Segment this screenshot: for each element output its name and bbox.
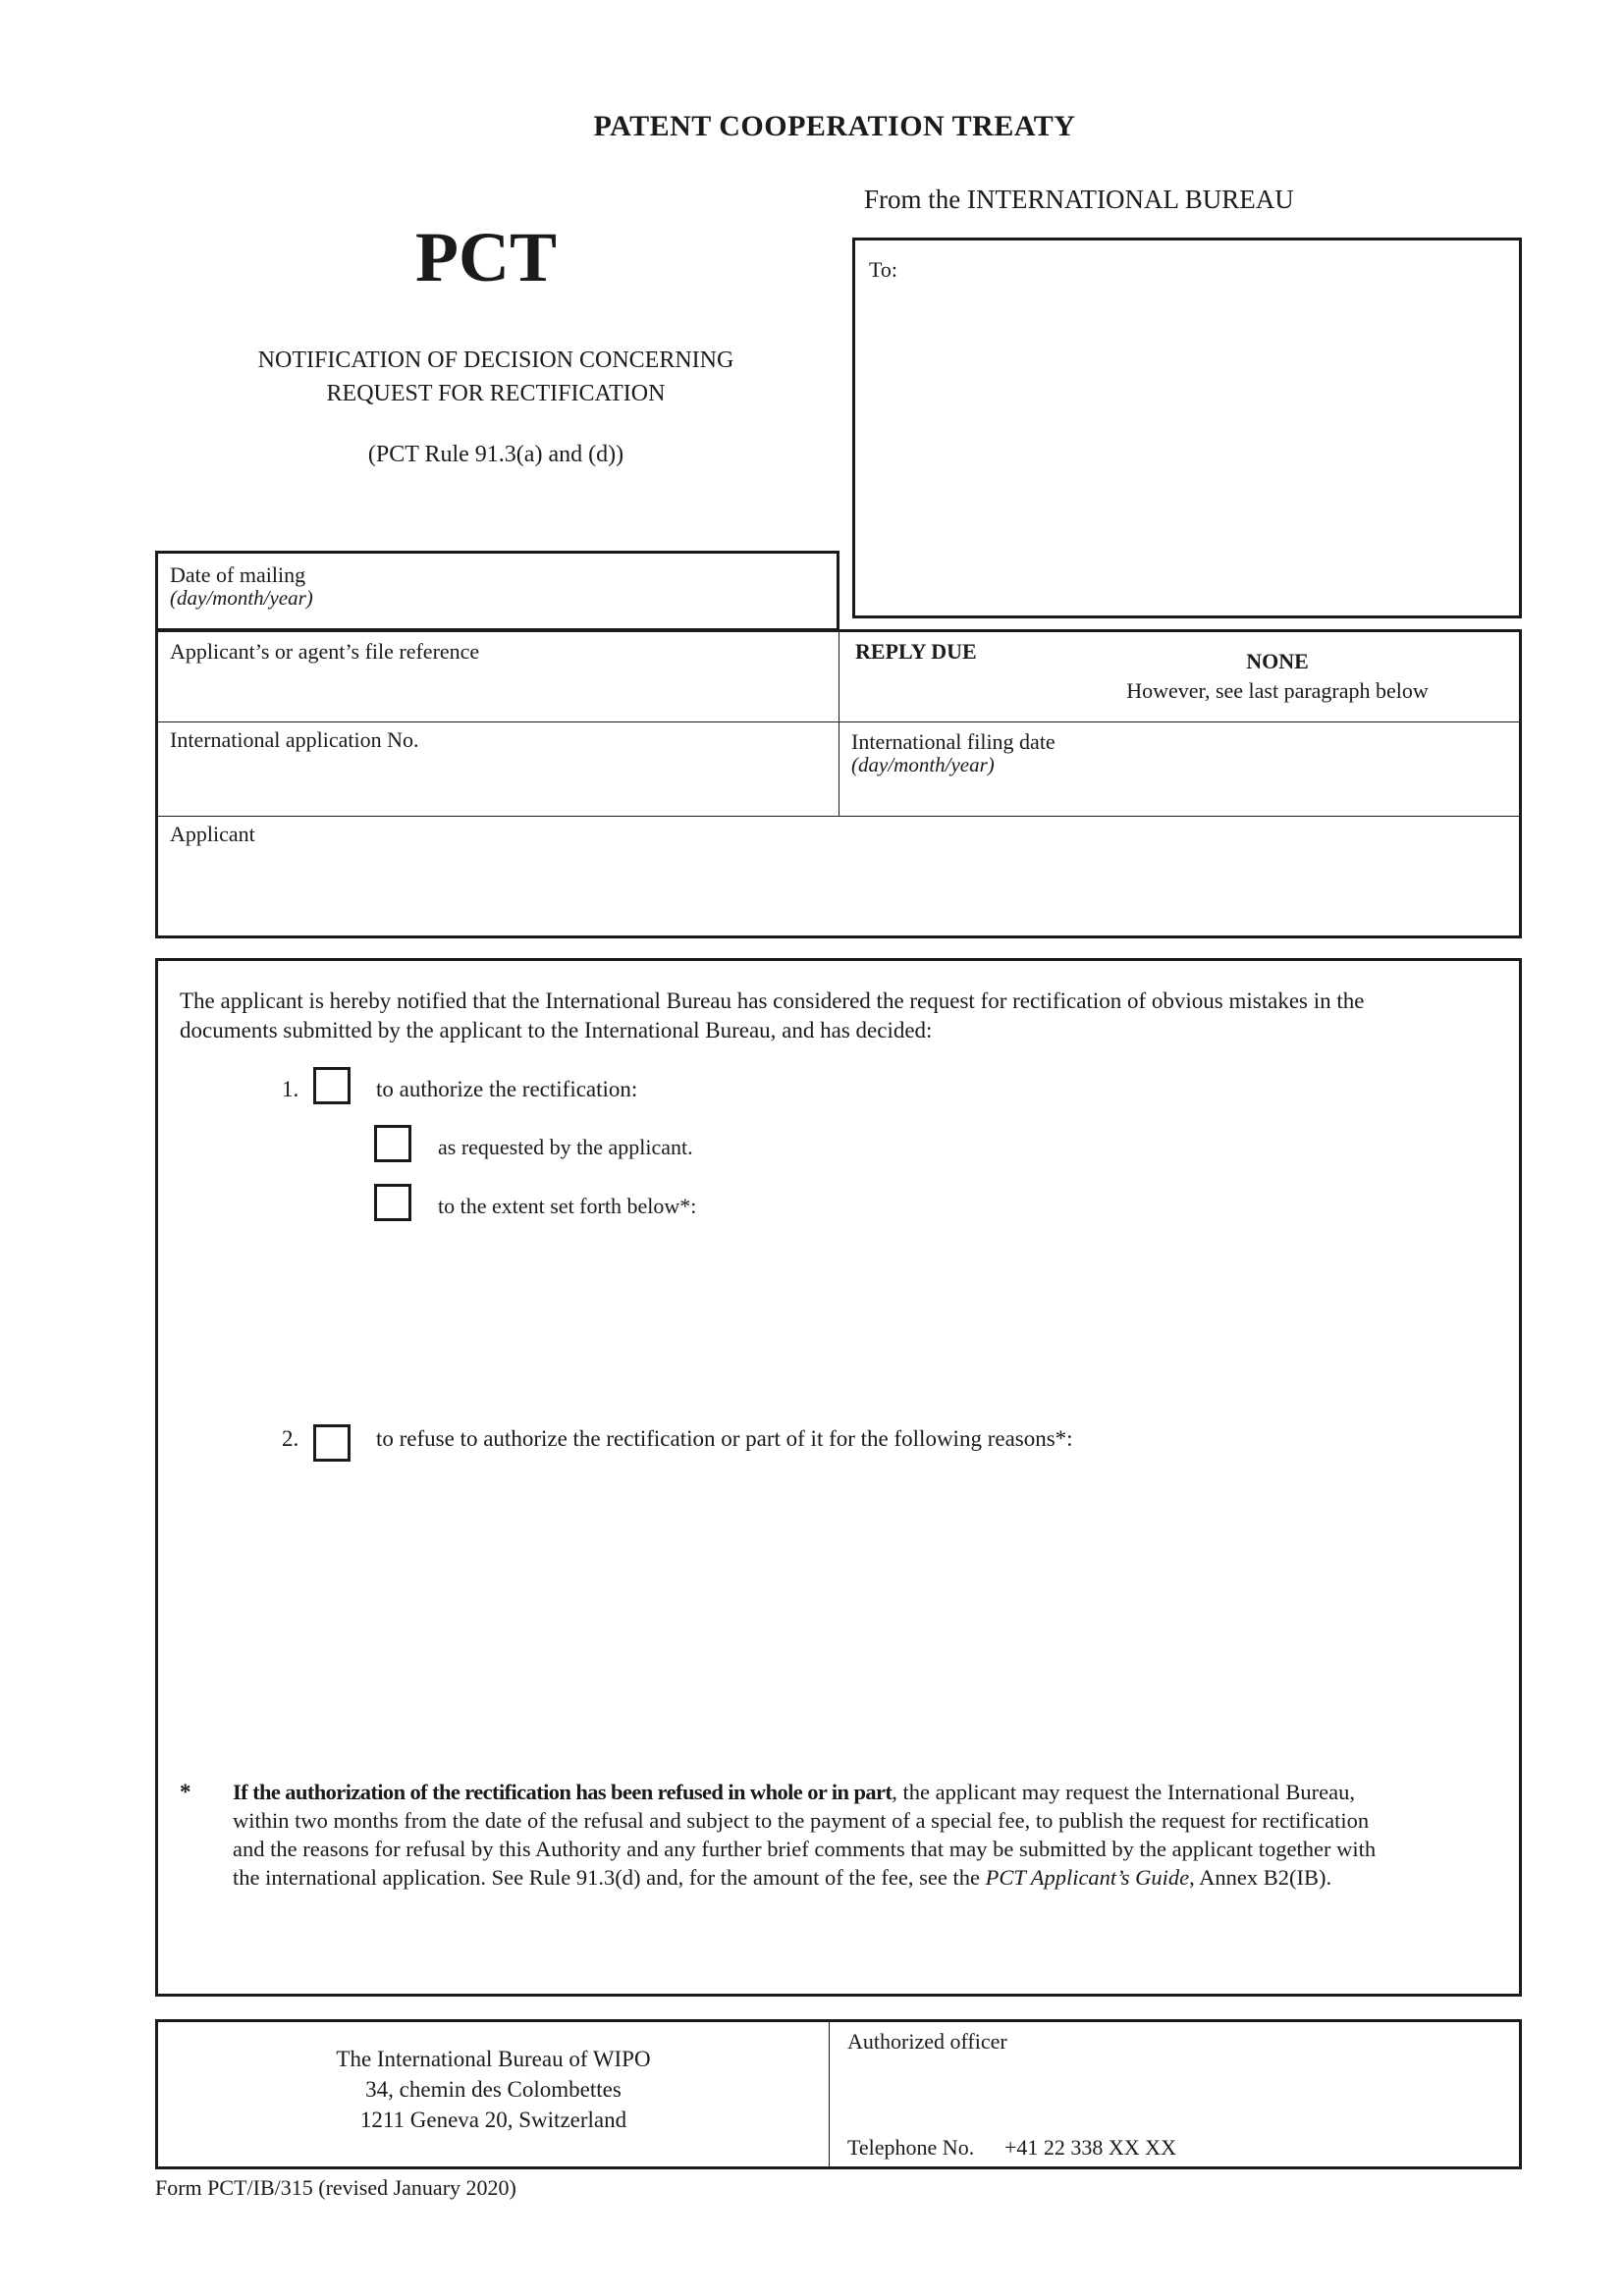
- option1-number: 1.: [282, 1077, 299, 1101]
- form-title-line2: REQUEST FOR RECTIFICATION: [326, 381, 666, 406]
- authorized-officer-field[interactable]: [836, 2059, 1513, 2128]
- option1b-checkbox[interactable]: [374, 1184, 411, 1221]
- footnote-asterisk: *: [180, 1780, 191, 1804]
- authorized-officer-label: Authorized officer: [847, 2029, 1007, 2054]
- telephone-label: Telephone No.: [847, 2135, 975, 2160]
- footnote-line4-end: , Annex B2(IB).: [1189, 1865, 1332, 1890]
- filing-date-label: International filing date: [851, 729, 1056, 754]
- reply-due-note: However, see last paragraph below: [1126, 678, 1429, 703]
- form-title-line1: NOTIFICATION OF DECISION CONCERNING: [257, 347, 734, 373]
- intro-line1: The applicant is hereby notified that the International Bureau has considered the request for rectification of obvious mistakes in the: [180, 988, 1365, 1013]
- pct-logo: PCT: [415, 218, 557, 296]
- form-id: Form PCT/IB/315 (revised January 2020): [155, 2175, 516, 2200]
- option1-details-area[interactable]: [433, 1236, 1493, 1383]
- rule-reference: (PCT Rule 91.3(a) and (d)): [367, 442, 624, 467]
- intro-line2: documents submitted by the applicant to the International Bureau, and has decided:: [180, 1018, 933, 1042]
- date-of-mailing-label: Date of mailing: [170, 562, 306, 587]
- option1b-label: to the extent set forth below*:: [438, 1194, 697, 1218]
- file-reference-label: Applicant’s or agent’s file reference: [170, 639, 480, 664]
- reply-due-label: REPLY DUE: [855, 639, 977, 664]
- option2-checkbox[interactable]: [313, 1424, 351, 1462]
- option1a-label: as requested by the applicant.: [438, 1135, 693, 1159]
- option2-reasons-area[interactable]: [374, 1471, 1493, 1736]
- option1-label: to authorize the rectification:: [376, 1077, 638, 1101]
- filing-date-format: (day/month/year): [851, 753, 995, 776]
- row-divider-2: [158, 816, 1519, 817]
- reply-due-value: NONE: [1246, 649, 1309, 673]
- applicant-field[interactable]: [160, 850, 1515, 934]
- application-no-field[interactable]: [160, 756, 836, 813]
- address-line1: The International Bureau of WIPO: [336, 2047, 651, 2071]
- footnote-guide-title: PCT Applicant’s Guide: [985, 1865, 1190, 1890]
- telephone-value: +41 22 338 XX XX: [1004, 2135, 1176, 2160]
- identification-table: [155, 629, 1522, 938]
- option1a-checkbox[interactable]: [374, 1125, 411, 1162]
- treaty-title: PATENT COOPERATION TREATY: [593, 110, 1076, 142]
- footnote-line1-rest: , the applicant may request the International Bureau,: [892, 1780, 1355, 1804]
- intro-text: [180, 987, 1505, 1045]
- decision-box: [155, 958, 1522, 1997]
- date-of-mailing-format: (day/month/year): [170, 586, 313, 610]
- footer-box: [155, 2019, 1522, 2169]
- to-address-box[interactable]: [852, 238, 1522, 618]
- from-line: From the INTERNATIONAL BUREAU: [864, 185, 1294, 214]
- option1-checkbox[interactable]: [313, 1067, 351, 1104]
- application-no-label: International application No.: [170, 727, 419, 752]
- footnote-text: [233, 1778, 1499, 1892]
- option2-number: 2.: [282, 1426, 299, 1451]
- wipo-address: [158, 2044, 829, 2135]
- address-line2: 34, chemin des Colombettes: [365, 2077, 622, 2102]
- form-title: [118, 344, 874, 410]
- footnote-line2: within two months from the date of the refusal and subject to the payment of a special fee, to publish the request for rectification: [233, 1808, 1370, 1833]
- footnote-line4-start: the international application. See Rule 91.3(d) and, for the amount of the fee, see the: [233, 1865, 986, 1890]
- footnote-line3: and the reasons for refusal by this Authority and any further brief comments that may be submitted by the applicant together with: [233, 1837, 1377, 1861]
- to-label: To:: [869, 257, 898, 282]
- option2-label: to refuse to authorize the rectification or part of it for the following reasons*:: [376, 1426, 1073, 1451]
- footnote-bold-lead: If the authorization of the rectification has been refused in whole or in part: [233, 1780, 893, 1804]
- filing-date-field[interactable]: [841, 779, 1515, 813]
- applicant-label: Applicant: [170, 822, 255, 846]
- footer-column-divider: [829, 2022, 830, 2166]
- date-of-mailing-box[interactable]: [155, 551, 839, 631]
- address-line3: 1211 Geneva 20, Switzerland: [359, 2108, 627, 2132]
- file-reference-field[interactable]: [160, 667, 836, 719]
